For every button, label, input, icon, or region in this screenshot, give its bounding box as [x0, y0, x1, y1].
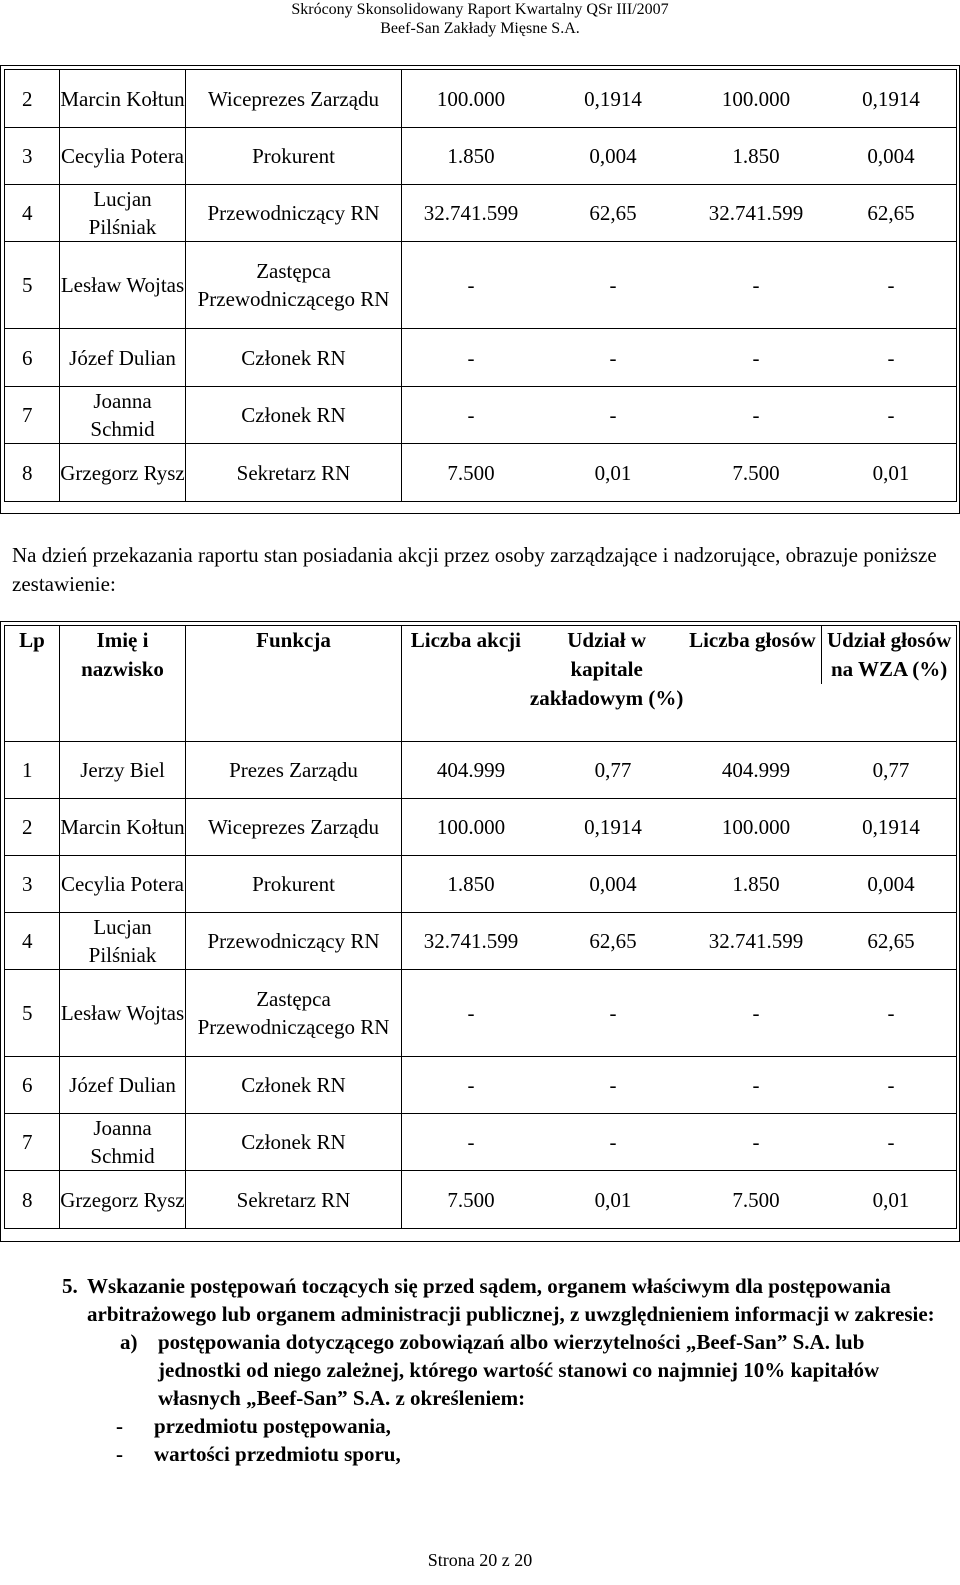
row-number: 7: [5, 387, 60, 444]
votes-count: 32.741.599: [708, 201, 804, 225]
capital-share: 0,004: [589, 872, 637, 896]
row-number: 6: [5, 329, 60, 387]
person-function: Sekretarz RN: [186, 1171, 402, 1229]
row-number: 3: [5, 128, 60, 185]
capital-share: 62,65: [589, 929, 637, 953]
header-capital-share: Udział w kapitale zakładowym (%): [529, 628, 684, 710]
shares-count: 1.850: [447, 872, 495, 896]
bullet-marker: -: [116, 1442, 123, 1466]
person-function: Członek RN: [186, 329, 402, 387]
votes-share: 62,65: [867, 929, 915, 953]
votes-count: 404.999: [721, 758, 791, 782]
votes-count: -: [752, 403, 760, 427]
votes-share: 0,01: [872, 460, 910, 485]
person-name: Józef Dulian: [60, 1057, 186, 1114]
shares-count: -: [467, 1001, 475, 1025]
person-name: Jerzy Biel: [60, 742, 186, 799]
item-marker: a): [120, 1330, 138, 1354]
shares-count: -: [467, 403, 475, 427]
report-title: Skrócony Skonsolidowany Raport Kwartalny QSr III/2007: [291, 1, 669, 18]
shares-count: 7.500: [447, 1187, 495, 1212]
person-function: Przewodniczący RN: [186, 185, 402, 242]
person-name: Joanna Schmid: [60, 387, 186, 444]
votes-count: 32.741.599: [708, 929, 804, 953]
person-function: Członek RN: [186, 1114, 402, 1171]
person-function: Prokurent: [186, 128, 402, 185]
person-name: Grzegorz Rysz: [60, 444, 186, 502]
header-votes-share: Udział głosów na WZA (%): [821, 626, 956, 684]
votes-share: 62,65: [867, 201, 915, 225]
votes-count: -: [752, 345, 760, 370]
header-name: Imię i nazwisko: [60, 626, 186, 742]
row-number: 6: [5, 1057, 60, 1114]
shares-count: 100.000: [436, 815, 506, 839]
row-number: 2: [5, 70, 60, 128]
votes-share: -: [887, 273, 895, 297]
votes-count: 1.850: [732, 144, 780, 168]
page-header: [0, 0, 960, 38]
capital-share: -: [609, 345, 617, 370]
shares-count: 100.000: [436, 86, 506, 111]
bullet-item: przedmiotu postępowania,: [154, 1414, 391, 1438]
person-name: Lesław Wojtas: [60, 242, 186, 329]
votes-share: -: [887, 1073, 895, 1097]
votes-share: 0,004: [867, 144, 915, 168]
votes-count: -: [752, 1073, 760, 1097]
capital-share: 0,01: [594, 460, 632, 485]
votes-count: 100.000: [721, 815, 791, 839]
votes-share: 0,1914: [862, 86, 920, 111]
capital-share: 0,1914: [584, 815, 642, 839]
capital-share: 0,77: [594, 758, 632, 782]
capital-share: 62,65: [589, 201, 637, 225]
shares-count: -: [467, 1130, 475, 1154]
row-number: 5: [5, 242, 60, 329]
shares-count: 7.500: [447, 460, 495, 485]
row-number: 2: [5, 799, 60, 856]
votes-share: 0,77: [872, 758, 910, 782]
votes-share: 0,004: [867, 872, 915, 896]
votes-count: -: [752, 1130, 760, 1154]
capital-share: -: [609, 1130, 617, 1154]
person-function: Prezes Zarządu: [186, 742, 402, 799]
capital-share: -: [609, 1001, 617, 1025]
votes-count: -: [752, 273, 760, 297]
row-number: 8: [5, 444, 60, 502]
votes-count: -: [752, 1001, 760, 1025]
person-name: Lesław Wojtas: [60, 970, 186, 1057]
votes-share: -: [887, 1130, 895, 1154]
person-function: Członek RN: [186, 387, 402, 444]
person-function: Członek RN: [186, 1057, 402, 1114]
section-title: Wskazanie postępowań toczących się przed sądem, organem właściwym dla postępowania arbitrażowego lub organem administracji publicznej, z uwzględnieniem informacji w zakresie:: [87, 1274, 935, 1326]
company-name: Beef-San Zakłady Mięsne S.A.: [380, 20, 580, 37]
person-function: Zastępca Przewodniczącego RN: [186, 242, 402, 329]
votes-share: 0,01: [872, 1187, 910, 1212]
section-number: 5.: [62, 1274, 78, 1298]
section-5: [62, 1272, 942, 1468]
votes-share: -: [887, 403, 895, 427]
person-name: Marcin Kołtun: [60, 70, 186, 128]
person-name: Joanna Schmid: [60, 1114, 186, 1171]
person-name: Józef Dulian: [60, 329, 186, 387]
capital-share: -: [609, 273, 617, 297]
votes-count: 1.850: [732, 872, 780, 896]
shares-count: -: [467, 345, 475, 370]
person-name: Cecylia Potera: [60, 128, 186, 185]
shares-count: 32.741.599: [423, 929, 519, 953]
person-name: Marcin Kołtun: [60, 799, 186, 856]
header-function: Funkcja: [186, 626, 402, 742]
capital-share: -: [609, 403, 617, 427]
header-shares: Liczba akcji: [410, 628, 521, 652]
person-function: Sekretarz RN: [186, 444, 402, 502]
shares-count: 1.850: [447, 144, 495, 168]
person-name: Grzegorz Rysz: [60, 1171, 186, 1229]
shares-count: 32.741.599: [423, 201, 519, 225]
votes-share: -: [887, 345, 895, 370]
table-outer-frame: [0, 65, 960, 514]
person-function: Zastępca Przewodniczącego RN: [186, 970, 402, 1057]
shares-count: 404.999: [436, 758, 506, 782]
person-function: Przewodniczący RN: [186, 913, 402, 970]
person-function: Prokurent: [186, 856, 402, 913]
bullet-marker: -: [116, 1414, 123, 1438]
person-name: Lucjan Pilśniak: [60, 185, 186, 242]
row-number: 1: [5, 742, 60, 799]
shares-count: -: [467, 273, 475, 297]
row-number: 4: [5, 913, 60, 970]
row-number: 7: [5, 1114, 60, 1171]
votes-share: -: [887, 1001, 895, 1025]
header-lp: Lp: [5, 626, 60, 742]
table-outer-frame: [0, 621, 960, 1242]
bullet-item: wartości przedmiotu sporu,: [154, 1442, 401, 1466]
capital-share: 0,01: [594, 1187, 632, 1212]
row-number: 8: [5, 1171, 60, 1229]
capital-share: -: [609, 1073, 617, 1097]
votes-count: 7.500: [732, 460, 780, 485]
person-function: Wiceprezes Zarządu: [186, 70, 402, 128]
shares-count: -: [467, 1073, 475, 1097]
person-name: Lucjan Pilśniak: [60, 913, 186, 970]
votes-share: 0,1914: [862, 815, 920, 839]
person-function: Wiceprezes Zarządu: [186, 799, 402, 856]
page-number: Strona 20 z 20: [427, 1550, 533, 1570]
row-number: 4: [5, 185, 60, 242]
votes-count: 7.500: [732, 1187, 780, 1212]
intro-paragraph: Na dzień przekazania raportu stan posiadania akcji przez osoby zarządzające i nadzorujące, obrazuje poniższe zestawienie:: [12, 543, 937, 596]
person-name: Cecylia Potera: [60, 856, 186, 913]
row-number: 5: [5, 970, 60, 1057]
row-number: 3: [5, 856, 60, 913]
item-a-text: postępowania dotyczącego zobowiązań albo wierzytelności „Beef-San” S.A. lub jednostki od niego zależnej, którego wartość stanowi co najmniej 10% kapitałów własnych „Beef-San” S.A. z określeniem:: [158, 1330, 880, 1410]
capital-share: 0,1914: [584, 86, 642, 111]
votes-count: 100.000: [721, 86, 791, 111]
capital-share: 0,004: [589, 144, 637, 168]
header-votes: Liczba głosów: [689, 628, 816, 652]
